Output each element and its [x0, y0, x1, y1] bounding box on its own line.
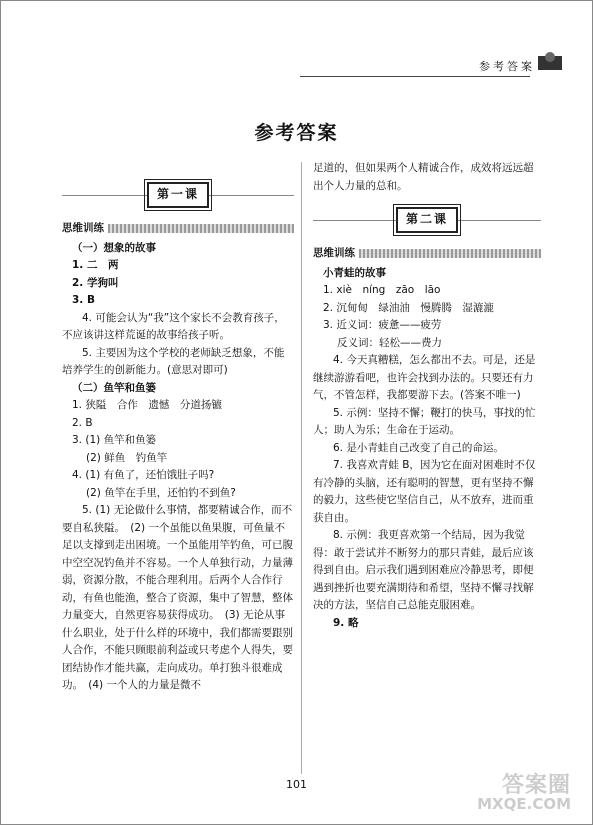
answer-item: (2) 鱼竿在手里，还怕钓不到鱼? — [86, 486, 236, 499]
answer-item: 1. 狭隘 合作 遗憾 分道扬镳 — [72, 399, 222, 411]
answer-item: 5. 示例：坚持不懈；鞭打的快马，事找的忙人；助人为乐；生命在于运动。 — [313, 406, 536, 436]
left-column — [62, 182, 294, 695]
answer-item: 8. 示例：我更喜欢第一个结局，因为我觉得：敢于尝试并不断努力的那只青蛙，最后应该得到自由。启示我们遇到困难应冷静思考，即便遇到挫折也要充满期待和希望，坚持不懈寻找解决的方法，坚信自己总能克服困难。 — [313, 529, 534, 611]
answer-item: 4. 今天真糟糕，怎么都出不去。可是，还是继续游游看吧，也许会找到办法的。只要还有力气，不管怎样，我都要游下去。(答案不唯一) — [313, 354, 536, 401]
continuation-text: 足道的，但如果两个人精诚合作，成效将远远超出个人力量的总和。 — [313, 162, 534, 192]
subsection-title: 小青蛙的故事 — [323, 266, 386, 279]
page-title: 参考答案 — [254, 122, 339, 144]
section-heading — [62, 220, 294, 238]
watermark-url: MXQE.COM — [477, 795, 571, 813]
lesson-1-heading — [62, 182, 294, 210]
section-bar — [359, 249, 541, 258]
subsection-title: （一）想象的故事 — [72, 241, 156, 254]
page-number: 101 — [286, 778, 307, 791]
header-ornament-icon — [537, 50, 563, 72]
answer-item: 4. 可能会认为“我”这个家长不会教育孩子，不应该讲这样荒诞的故事给孩子听。 — [62, 311, 285, 341]
answer-item: 4. (1) 有鱼了，还怕饿肚子吗? — [72, 469, 215, 481]
lesson-2-heading — [313, 207, 541, 235]
answer-item: 6. 是小青蛙自己改变了自己的命运。 — [333, 441, 504, 454]
answer-item: 2. 学狗叫 — [72, 276, 119, 289]
answer-item: 2. B — [72, 416, 93, 429]
section-label: 思维训练 — [313, 247, 355, 259]
header-rule — [300, 76, 530, 77]
section-heading — [313, 245, 541, 263]
watermark-logo: 答案圈 — [501, 773, 571, 798]
answer-item: (2) 鲜鱼 钓鱼竿 — [86, 451, 168, 464]
answer-item: 5. 主要因为这个学校的老师缺乏想象，不能培养学生的创新能力。(意思对即可) — [62, 346, 285, 376]
section-label: 思维训练 — [62, 222, 104, 234]
answer-item: 1. xiè níng zāo lāo — [323, 284, 441, 296]
answer-item: 3. (1) 鱼竿和鱼篓 — [72, 434, 157, 446]
answer-item: 5. (1) 无论做什么事情，都要精诚合作，而不要自私狭隘。 (2) 一个虽能以鱼果腹，可鱼量不足以支撑到走出困境。一个虽能用竿钓鱼，可已腹中空空况钓鱼并不容易。一个人单独行动，力量薄弱，资源分散，不能合理利用。后两个人合作行动，有鱼也能渔，整合了资源，集中了智慧，整体力量变大，自然更容易获得成功。 (3) 无论从事什么职业，处于什么样的环境中，我们都需要跟别人合作，不能只顾眼前利益或只考虑个人得失，要团结协作才能共赢，走向成功。单打独斗很难成功。 (4) 一个人的力量是微不 — [62, 504, 293, 691]
lesson-2-label: 第二课 — [396, 207, 458, 233]
answer-item: 2. 沉甸甸 绿油油 慢腾腾 湿漉漉 — [323, 301, 494, 314]
answer-item: 反义词：轻松——费力 — [337, 336, 442, 349]
column-divider — [301, 162, 302, 774]
lesson-1-label: 第一课 — [147, 182, 209, 208]
right-column — [313, 160, 541, 632]
running-header: 参考答案 — [479, 60, 535, 73]
answer-item: 7. 我喜欢青蛙 B，因为它在面对困难时不仅有冷静的头脑，还有聪明的智慧，更有坚持不懈的毅力，这些使它坚信自己，从不放弃，进而重获自由。 — [313, 459, 536, 524]
subsection-title: （二）鱼竿和鱼篓 — [72, 381, 156, 394]
answer-item: 9. 略 — [333, 616, 359, 629]
section-bar — [108, 224, 294, 233]
answer-item: 3. 近义词：疲惫——疲劳 — [323, 319, 442, 331]
answer-item: 1. 二 两 — [72, 259, 119, 271]
answer-item: 3. B — [72, 294, 95, 306]
